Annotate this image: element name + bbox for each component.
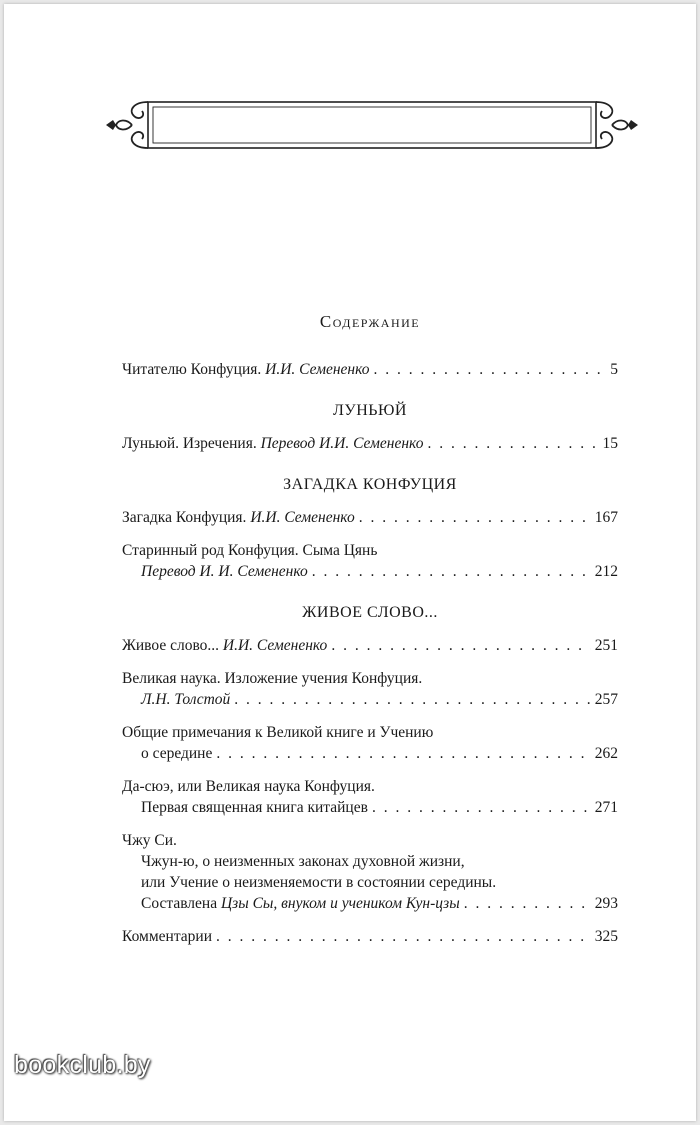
entry-title: Старинный род Конфуция. Сыма Цянь (122, 542, 378, 559)
page-number: 293 (594, 895, 618, 912)
book-page (4, 4, 696, 1121)
page-number: 212 (594, 563, 618, 580)
toc-entry (122, 776, 618, 818)
toc-entry (122, 635, 618, 656)
leader-dots (216, 743, 590, 764)
entry-title: Комментарии (122, 928, 212, 945)
toc-line (122, 561, 618, 582)
entry-title: Загадка Конфуция. (122, 509, 247, 526)
entry-author: Цзы Сы, внуком и учеником Кун-цзы (220, 895, 460, 912)
entry-title: Луньюй. Изречения. (122, 435, 257, 452)
entry-title: Живое слово... (122, 637, 220, 654)
entry-title: Составлена (141, 895, 218, 912)
toc-line (122, 797, 618, 818)
leader-dots (374, 359, 607, 380)
leader-dots (331, 635, 590, 656)
entry-title: Да-сюэ, или Великая наука Конфуция. (122, 778, 375, 795)
leader-dots (427, 433, 598, 454)
page-number: 5 (610, 361, 618, 378)
entry-author: И.И. Семененко (250, 509, 355, 526)
toc-line (122, 926, 618, 947)
section-heading: ЛУНЬЮЙ (333, 402, 407, 419)
section-heading: ЗАГАДКА КОНФУЦИЯ (283, 476, 457, 493)
toc-line (122, 722, 618, 743)
page-number: 271 (594, 799, 618, 816)
page-number: 325 (594, 928, 618, 945)
toc-line (122, 689, 618, 710)
page-number: 15 (602, 435, 618, 452)
entry-title: Великая наука. Изложение учения Конфуция. (122, 670, 423, 687)
section-heading: ЖИВОЕ СЛОВО... (302, 604, 438, 621)
page-number: 257 (594, 691, 618, 708)
entry-author: И.И. Семененко (265, 361, 370, 378)
toc-entry (122, 359, 618, 380)
toc-entry (122, 926, 618, 947)
toc-entry (122, 507, 618, 528)
watermark: bookclub.by (14, 1051, 151, 1079)
toc-line (122, 359, 618, 380)
leader-dots (234, 689, 590, 710)
toc-line (122, 893, 618, 914)
table-of-contents (122, 312, 618, 959)
toc-entry (122, 540, 618, 582)
toc-line (122, 851, 618, 872)
toc-entry (122, 668, 618, 710)
entry-author: И.И. Семененко (222, 637, 328, 654)
toc-line (122, 507, 618, 528)
page-number: 251 (594, 637, 618, 654)
entry-author: Л.Н. Толстой (141, 691, 231, 708)
entry-title: или Учение о неизменяемости в состоянии середины. (141, 874, 497, 891)
entry-title: Читателю Конфуция. (122, 361, 262, 378)
toc-line (122, 540, 618, 561)
entry-title: Чжу Си. (122, 832, 177, 849)
entry-author: Перевод И.И. Семененко (260, 435, 424, 452)
toc-line (122, 743, 618, 764)
leader-dots (372, 797, 591, 818)
entry-title: Чжун-ю, о неизменных законах духовной жизни, (141, 853, 465, 870)
page-number: 167 (594, 509, 618, 526)
ornamental-header-frame (104, 96, 640, 154)
toc-line (122, 635, 618, 656)
toc-line (122, 776, 618, 797)
leader-dots (216, 926, 591, 947)
leader-dots (359, 507, 591, 528)
toc-line (122, 668, 618, 689)
entry-author: Перевод И. И. Семененко (141, 563, 308, 580)
entry-title: о середине (141, 745, 213, 762)
page-number: 262 (594, 745, 618, 762)
toc-line (122, 433, 618, 454)
toc-line (122, 830, 618, 851)
leader-dots (312, 561, 591, 582)
toc-title: Содержание (319, 312, 421, 331)
toc-entry (122, 830, 618, 914)
toc-line (122, 872, 618, 893)
toc-entry (122, 433, 618, 454)
toc-entry (122, 722, 618, 764)
entry-title: Первая священная книга китайцев (141, 799, 368, 816)
entry-title: Общие примечания к Великой книге и Учению (122, 724, 434, 741)
leader-dots (464, 893, 591, 914)
